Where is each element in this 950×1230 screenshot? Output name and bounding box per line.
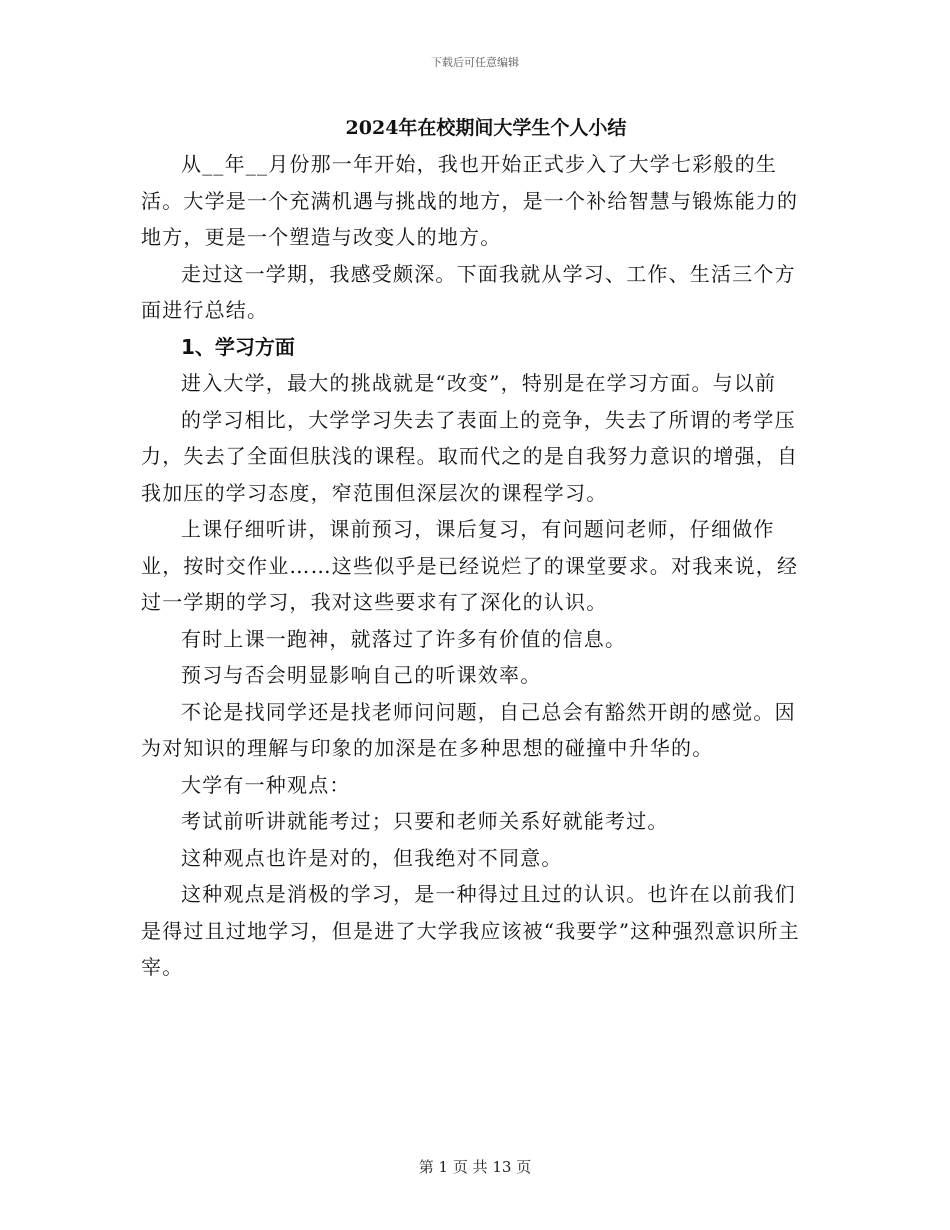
paragraph: 这种观点也许是对的，但我绝对不同意。 bbox=[181, 845, 563, 870]
header-note: 下载后可任意编辑 bbox=[431, 56, 519, 69]
paragraph: 大学有一种观点： bbox=[181, 772, 351, 797]
section-heading: 1、学习方面 bbox=[181, 334, 295, 359]
document-body bbox=[141, 112, 811, 986]
paragraph: 上课仔细听讲，课前预习，课后复习，有问题问老师，仔细做作业，按时交作业……这些似乎是已经说烂了的课堂要求。对我来说，经过一学期的学习，我对这些要求有了深化的认识。 bbox=[141, 517, 799, 614]
paragraph: 进入大学，最大的挑战就是“改变”，特别是在学习方面。与以前 bbox=[181, 371, 777, 395]
paragraph: 预习与否会明显影响自己的听课效率。 bbox=[181, 663, 542, 687]
paragraph: 走过这一学期，我感受颇深。下面我就从学习、工作、生活三个方面进行总结。 bbox=[141, 261, 796, 322]
paragraph: 从__年__月份那一年开始，我也开始正式步入了大学七彩般的生活。大学是一个充满机遇与挑战的地方，是一个补给智慧与锻炼能力的地方，更是一个塑造与改变人的地方。 bbox=[141, 152, 799, 249]
paragraph: 有时上课一跑神，就落过了许多有价值的信息。 bbox=[181, 626, 627, 651]
paragraph: 不论是找同学还是找老师问问题，自己总会有豁然开朗的感觉。因为对知识的理解与印象的加深是在多种思想的碰撞中升华的。 bbox=[141, 699, 796, 760]
paragraph: 的学习相比，大学学习失去了表面上的竞争，失去了所谓的考学压力，失去了全面但肤浅的课程。取而代之的是自我努力意识的增强，自我加压的学习态度，窄范围但深层次的课程学习。 bbox=[141, 407, 799, 505]
document-title: 2024年在校期间大学生个人小结 bbox=[345, 117, 627, 139]
page-footer: 第 1 页 共 13 页 bbox=[418, 1158, 532, 1176]
paragraph: 这种观点是消极的学习，是一种得过且过的认识。也许在以前我们是得过且过地学习，但是进了大学我应该被“我要学”这种强烈意识所主宰。 bbox=[141, 882, 800, 979]
paragraph: 考试前听讲就能考过；只要和老师关系好就能考过。 bbox=[181, 809, 669, 833]
